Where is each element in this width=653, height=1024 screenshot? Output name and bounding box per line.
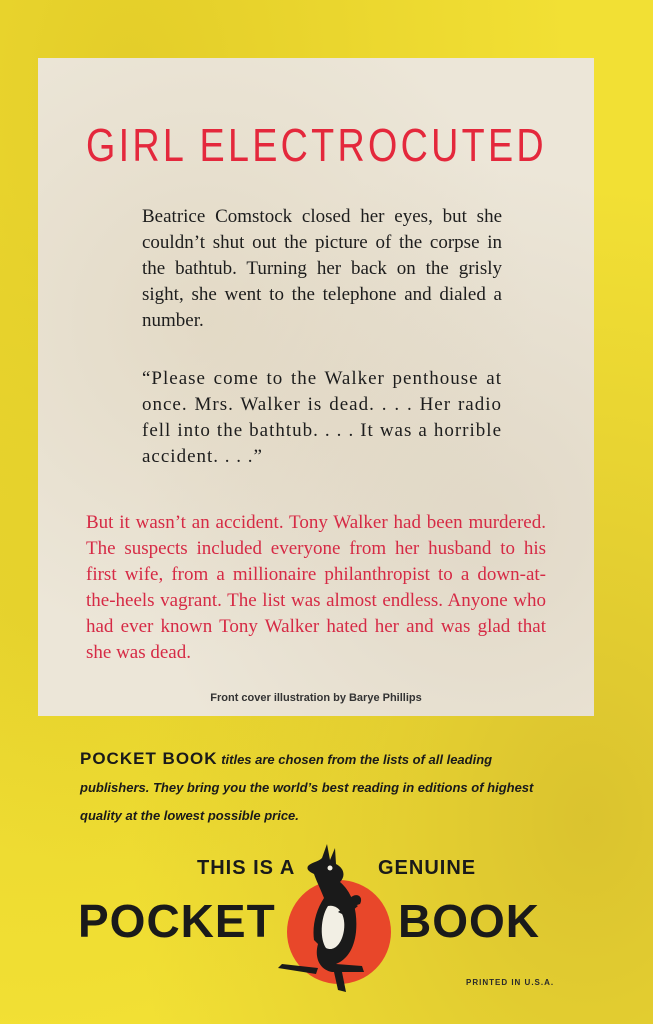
blurb-text: titles are chosen from the lists of all leading publishers. They bring you the world’s best reading in editions of highest quality at the lowest possible price.: [80, 752, 534, 823]
publisher-blurb: [80, 745, 560, 830]
genuine-left: THIS IS A: [197, 857, 296, 879]
story-panel: [38, 58, 594, 716]
illustration-credit: Front cover illustration by Barye Phillips: [210, 692, 422, 704]
book-word: BOOK: [398, 895, 540, 947]
book-title: GIRL ELECTROCUTED: [86, 119, 547, 171]
pocket-word: POCKET: [78, 895, 276, 947]
kangaroo-icon: [272, 840, 406, 1000]
printed-in-usa: PRINTED IN U.S.A.: [466, 978, 555, 987]
story-paragraph-2: “Please come to the Walker penthouse at once. Mrs. Walker is dead. . . . Her radio fell into the bathtub. . . . It was a horrible accident. . . .”: [142, 368, 502, 467]
story-paragraph-3: But it wasn’t an accident. Tony Walker had been murdered. The suspects included everyone from her husband to his first wife, from a millionaire philanthropist to a down-at-the-heels vagrant. The list was almost endless. Anyone who had ever known Tony Walker hated her and was glad that she was dead.: [86, 512, 546, 663]
genuine-right: GENUINE: [378, 857, 477, 879]
story-paragraph-1: Beatrice Comstock closed her eyes, but she couldn’t shut out the picture of the corpse in the bathtub. Turning her back on the grisly sight, she went to the telephone and dialed a number.: [142, 206, 502, 331]
blurb-brand: POCKET BOOK: [80, 749, 218, 768]
